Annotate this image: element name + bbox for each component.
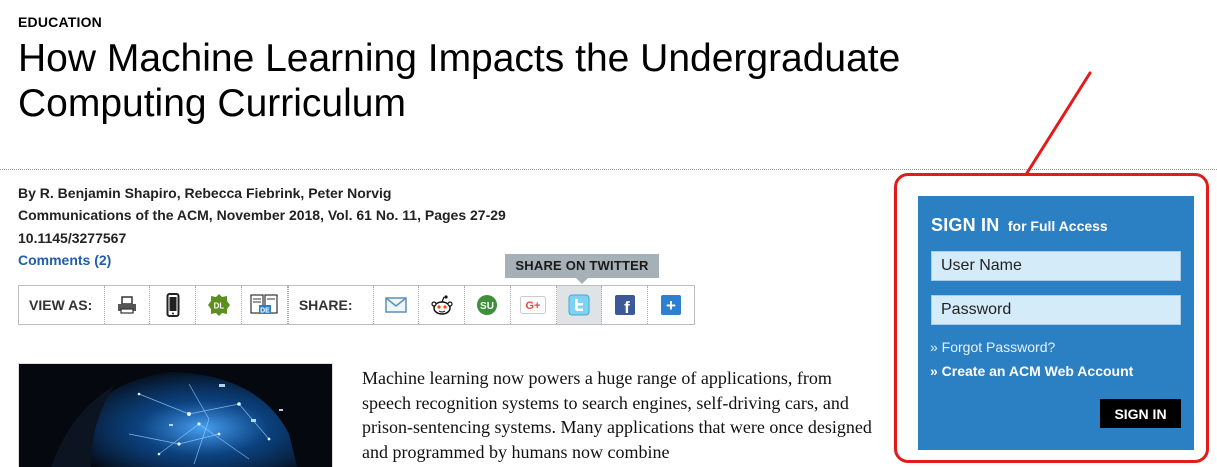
- share-google-plus-button[interactable]: [511, 286, 557, 324]
- share-twitter-button[interactable]: [557, 286, 603, 324]
- svg-text:SU: SU: [480, 301, 495, 312]
- ai-head-illustration: [19, 364, 333, 467]
- username-input[interactable]: [931, 251, 1181, 281]
- mobile-button[interactable]: [150, 286, 196, 324]
- signin-panel: [918, 196, 1194, 450]
- view-share-toolbar: [18, 285, 695, 325]
- article-authors: By R. Benjamin Shapiro, Rebecca Fiebrink, Peter Norvig: [18, 185, 392, 201]
- svg-text:+: +: [666, 296, 677, 315]
- article-title: How Machine Learning Impacts the Undergraduate Computing Curriculum: [18, 37, 901, 125]
- svg-text:DE: DE: [260, 307, 271, 315]
- add-more-icon: [660, 294, 682, 316]
- stumbleupon-icon: [476, 294, 498, 316]
- section-label: EDUCATION: [18, 14, 102, 30]
- print-button[interactable]: [105, 286, 151, 324]
- google-plus-icon: [520, 296, 546, 314]
- digital-library-button[interactable]: [196, 286, 242, 324]
- mobile-icon: [166, 293, 180, 317]
- share-stumbleupon-button[interactable]: [465, 286, 511, 324]
- share-label: SHARE:: [288, 286, 374, 324]
- comments-link[interactable]: Comments (2): [18, 252, 112, 268]
- article-body-text: Machine learning now powers a huge range of applications, from speech recognition systems to search engines, self-driving cars, and prison-sentencing systems. Many applications that were once designed and programmed by humans now combine: [362, 368, 872, 462]
- divider: [0, 169, 1217, 170]
- share-more-button[interactable]: [648, 286, 694, 324]
- facebook-icon: [614, 294, 636, 316]
- signin-heading: [931, 215, 1108, 236]
- signin-button[interactable]: SIGN IN: [1100, 399, 1181, 428]
- svg-text:G+: G+: [525, 300, 541, 312]
- share-reddit-button[interactable]: [419, 286, 465, 324]
- view-as-label: VIEW AS:: [19, 286, 105, 324]
- password-input[interactable]: [931, 295, 1181, 325]
- signin-subtitle: for Full Access: [1007, 218, 1108, 234]
- article-hero-image: [18, 363, 333, 467]
- article-doi: 10.1145/3277567: [18, 230, 127, 246]
- svg-text:DL: DL: [213, 301, 224, 311]
- digital-edition-button[interactable]: [242, 286, 288, 324]
- reddit-icon: [431, 294, 453, 316]
- share-email-button[interactable]: [374, 286, 420, 324]
- digital-library-icon: [207, 293, 231, 317]
- tooltip-arrow: [576, 278, 588, 284]
- signin-title: SIGN IN: [931, 215, 1000, 235]
- svg-text:f: f: [623, 298, 630, 316]
- email-icon: [385, 297, 407, 313]
- article-journal: Communications of the ACM, November 2018, Vol. 61 No. 11, Pages 27-29: [18, 207, 506, 223]
- digital-edition-icon: [250, 294, 278, 316]
- print-icon: [116, 295, 138, 315]
- create-account-link[interactable]: » Create an ACM Web Account: [930, 363, 1134, 379]
- share-facebook-button[interactable]: [602, 286, 648, 324]
- twitter-icon: [568, 294, 590, 316]
- share-tooltip: SHARE ON TWITTER: [505, 254, 659, 278]
- forgot-password-link[interactable]: » Forgot Password?: [930, 339, 1056, 355]
